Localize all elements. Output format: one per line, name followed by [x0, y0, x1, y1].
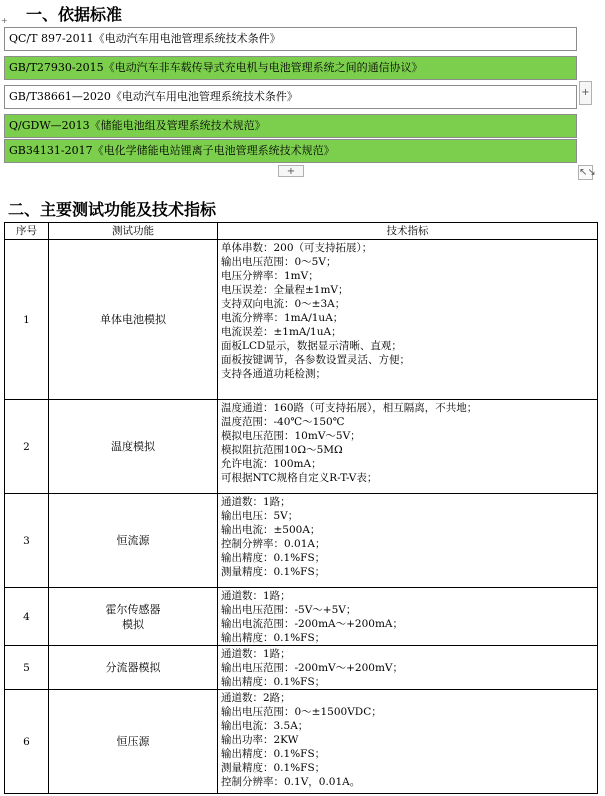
spec-line: 面板按键调节，各参数设置灵活、方便；	[221, 354, 410, 366]
header-func: 测试功能	[49, 223, 218, 240]
table-resize-handle[interactable]: ↖↘	[579, 167, 596, 178]
row-number: 6	[5, 690, 49, 794]
spec-line: 温度范围：-40℃～150℃	[221, 416, 345, 428]
add-column-button[interactable]: +	[579, 81, 592, 105]
table-row	[5, 240, 598, 400]
spec-cell	[218, 646, 598, 690]
spec-line: 温度通道：160路（可支持拓展），相互隔离，不共地；	[221, 402, 478, 414]
spec-line: 输出电流：±500A；	[221, 524, 321, 536]
test-function	[49, 690, 218, 794]
spec-line: 电压误差：全量程±1mV；	[221, 284, 349, 296]
spec-line: 电流分辨率：1mA/1uA；	[221, 312, 344, 324]
spec-line: 通道数：1路；	[221, 590, 291, 602]
spec-line: 模拟阻抗范围10Ω～5MΩ	[221, 444, 343, 456]
spec-cell	[218, 400, 598, 494]
spec-line: 电压分辨率：1mV；	[221, 270, 319, 282]
table-row	[5, 646, 598, 690]
spec-line: 输出功率：2KW	[221, 734, 299, 746]
spec-line: 输出精度：0.1%FS；	[221, 632, 326, 644]
spec-cell	[218, 588, 598, 646]
row-number: 2	[5, 400, 49, 494]
spec-table-header	[5, 223, 598, 240]
spec-line: 测量精度：0.1%FS；	[221, 566, 326, 578]
table-row	[5, 494, 598, 588]
test-function-line: 恒压源	[116, 735, 150, 748]
spec-line: 输出电压范围：0～5V；	[221, 256, 337, 268]
table-row	[5, 400, 598, 494]
table-row	[5, 690, 598, 794]
standard-row: Q/GDW—2013《储能电池组及管理系统技术规范》	[4, 114, 577, 138]
spec-line: 输出精度：0.1%FS；	[221, 552, 326, 564]
test-function	[49, 494, 218, 588]
spec-cell	[218, 240, 598, 400]
test-function-line: 温度模拟	[111, 440, 155, 453]
standard-row: GB/T27930-2015《电动汽车非车载传导式充电机与电池管理系统之间的通信协议》	[4, 56, 577, 80]
spec-line: 输出电压范围：-200mV～+200mV；	[221, 662, 404, 674]
spec-cell	[218, 690, 598, 794]
spec-line: 电流误差：±1mA/1uA；	[221, 326, 342, 338]
standard-row: GB/T38661—2020《电动汽车用电池管理系统技术条件》	[4, 85, 577, 109]
spec-line: 通道数：2路；	[221, 692, 291, 704]
table-row	[5, 588, 598, 646]
standard-row: GB34131-2017《电化学储能电站锂离子电池管理系统技术规范》	[4, 139, 577, 163]
add-row-button[interactable]: +	[278, 165, 304, 177]
spec-line: 可根据NTC规格自定义R-T-V表；	[221, 472, 378, 484]
test-function	[49, 646, 218, 690]
section2-title: 二、主要测试功能及技术指标	[8, 200, 217, 219]
test-function-line: 霍尔传感器	[105, 602, 161, 616]
spec-line: 通道数：1路；	[221, 496, 291, 508]
spec-cell	[218, 494, 598, 588]
spec-line: 模拟电压范围：10mV～5V；	[221, 430, 361, 442]
spec-line: 输出电流：3.5A；	[221, 720, 309, 732]
standard-row: QC/T 897-2011《电动汽车用电池管理系统技术条件》	[4, 27, 577, 51]
spec-line: 测量精度：0.1%FS；	[221, 762, 326, 774]
test-function	[49, 588, 218, 646]
row-number: 5	[5, 646, 49, 690]
spec-line: 支持各通道功耗检测；	[221, 368, 326, 380]
row-number: 4	[5, 588, 49, 646]
spec-line: 输出电压：5V；	[221, 510, 299, 522]
spec-line: 控制分辨率：0.1V，0.01A。	[221, 776, 361, 788]
spec-table	[4, 222, 598, 794]
header-spec: 技术指标	[218, 223, 598, 240]
test-function-line: 分流器模拟	[105, 661, 161, 674]
spec-line: 输出电压范围：-5V～+5V；	[221, 604, 357, 616]
test-function-line: 恒流源	[116, 534, 150, 547]
test-function	[49, 400, 218, 494]
header-no: 序号	[5, 223, 49, 240]
spec-line: 面板LCD显示，数据显示清晰、直观；	[221, 340, 402, 352]
test-function	[49, 240, 218, 400]
table-move-handle[interactable]: +	[1, 16, 8, 25]
spec-line: 输出精度：0.1%FS；	[221, 748, 326, 760]
spec-line: 允许电流：100mA；	[221, 458, 322, 470]
row-number: 3	[5, 494, 49, 588]
spec-line: 控制分辨率：0.01A；	[221, 538, 326, 550]
spec-line: 输出电压范围：0～±1500VDC；	[221, 706, 382, 718]
spec-line: 通道数：1路；	[221, 648, 291, 660]
row-number: 1	[5, 240, 49, 400]
test-function-line: 模拟	[122, 617, 144, 631]
spec-line: 单体串数：200（可支持拓展）；	[221, 242, 373, 254]
section1-title: 一、依据标准	[26, 5, 123, 24]
spec-line: 输出精度：0.1%FS；	[221, 676, 326, 688]
spec-line: 支持双向电流：0～±3A；	[221, 298, 346, 310]
spec-line: 输出电流范围：-200mA～+200mA；	[221, 618, 404, 630]
test-function-line: 单体电池模拟	[100, 313, 166, 326]
